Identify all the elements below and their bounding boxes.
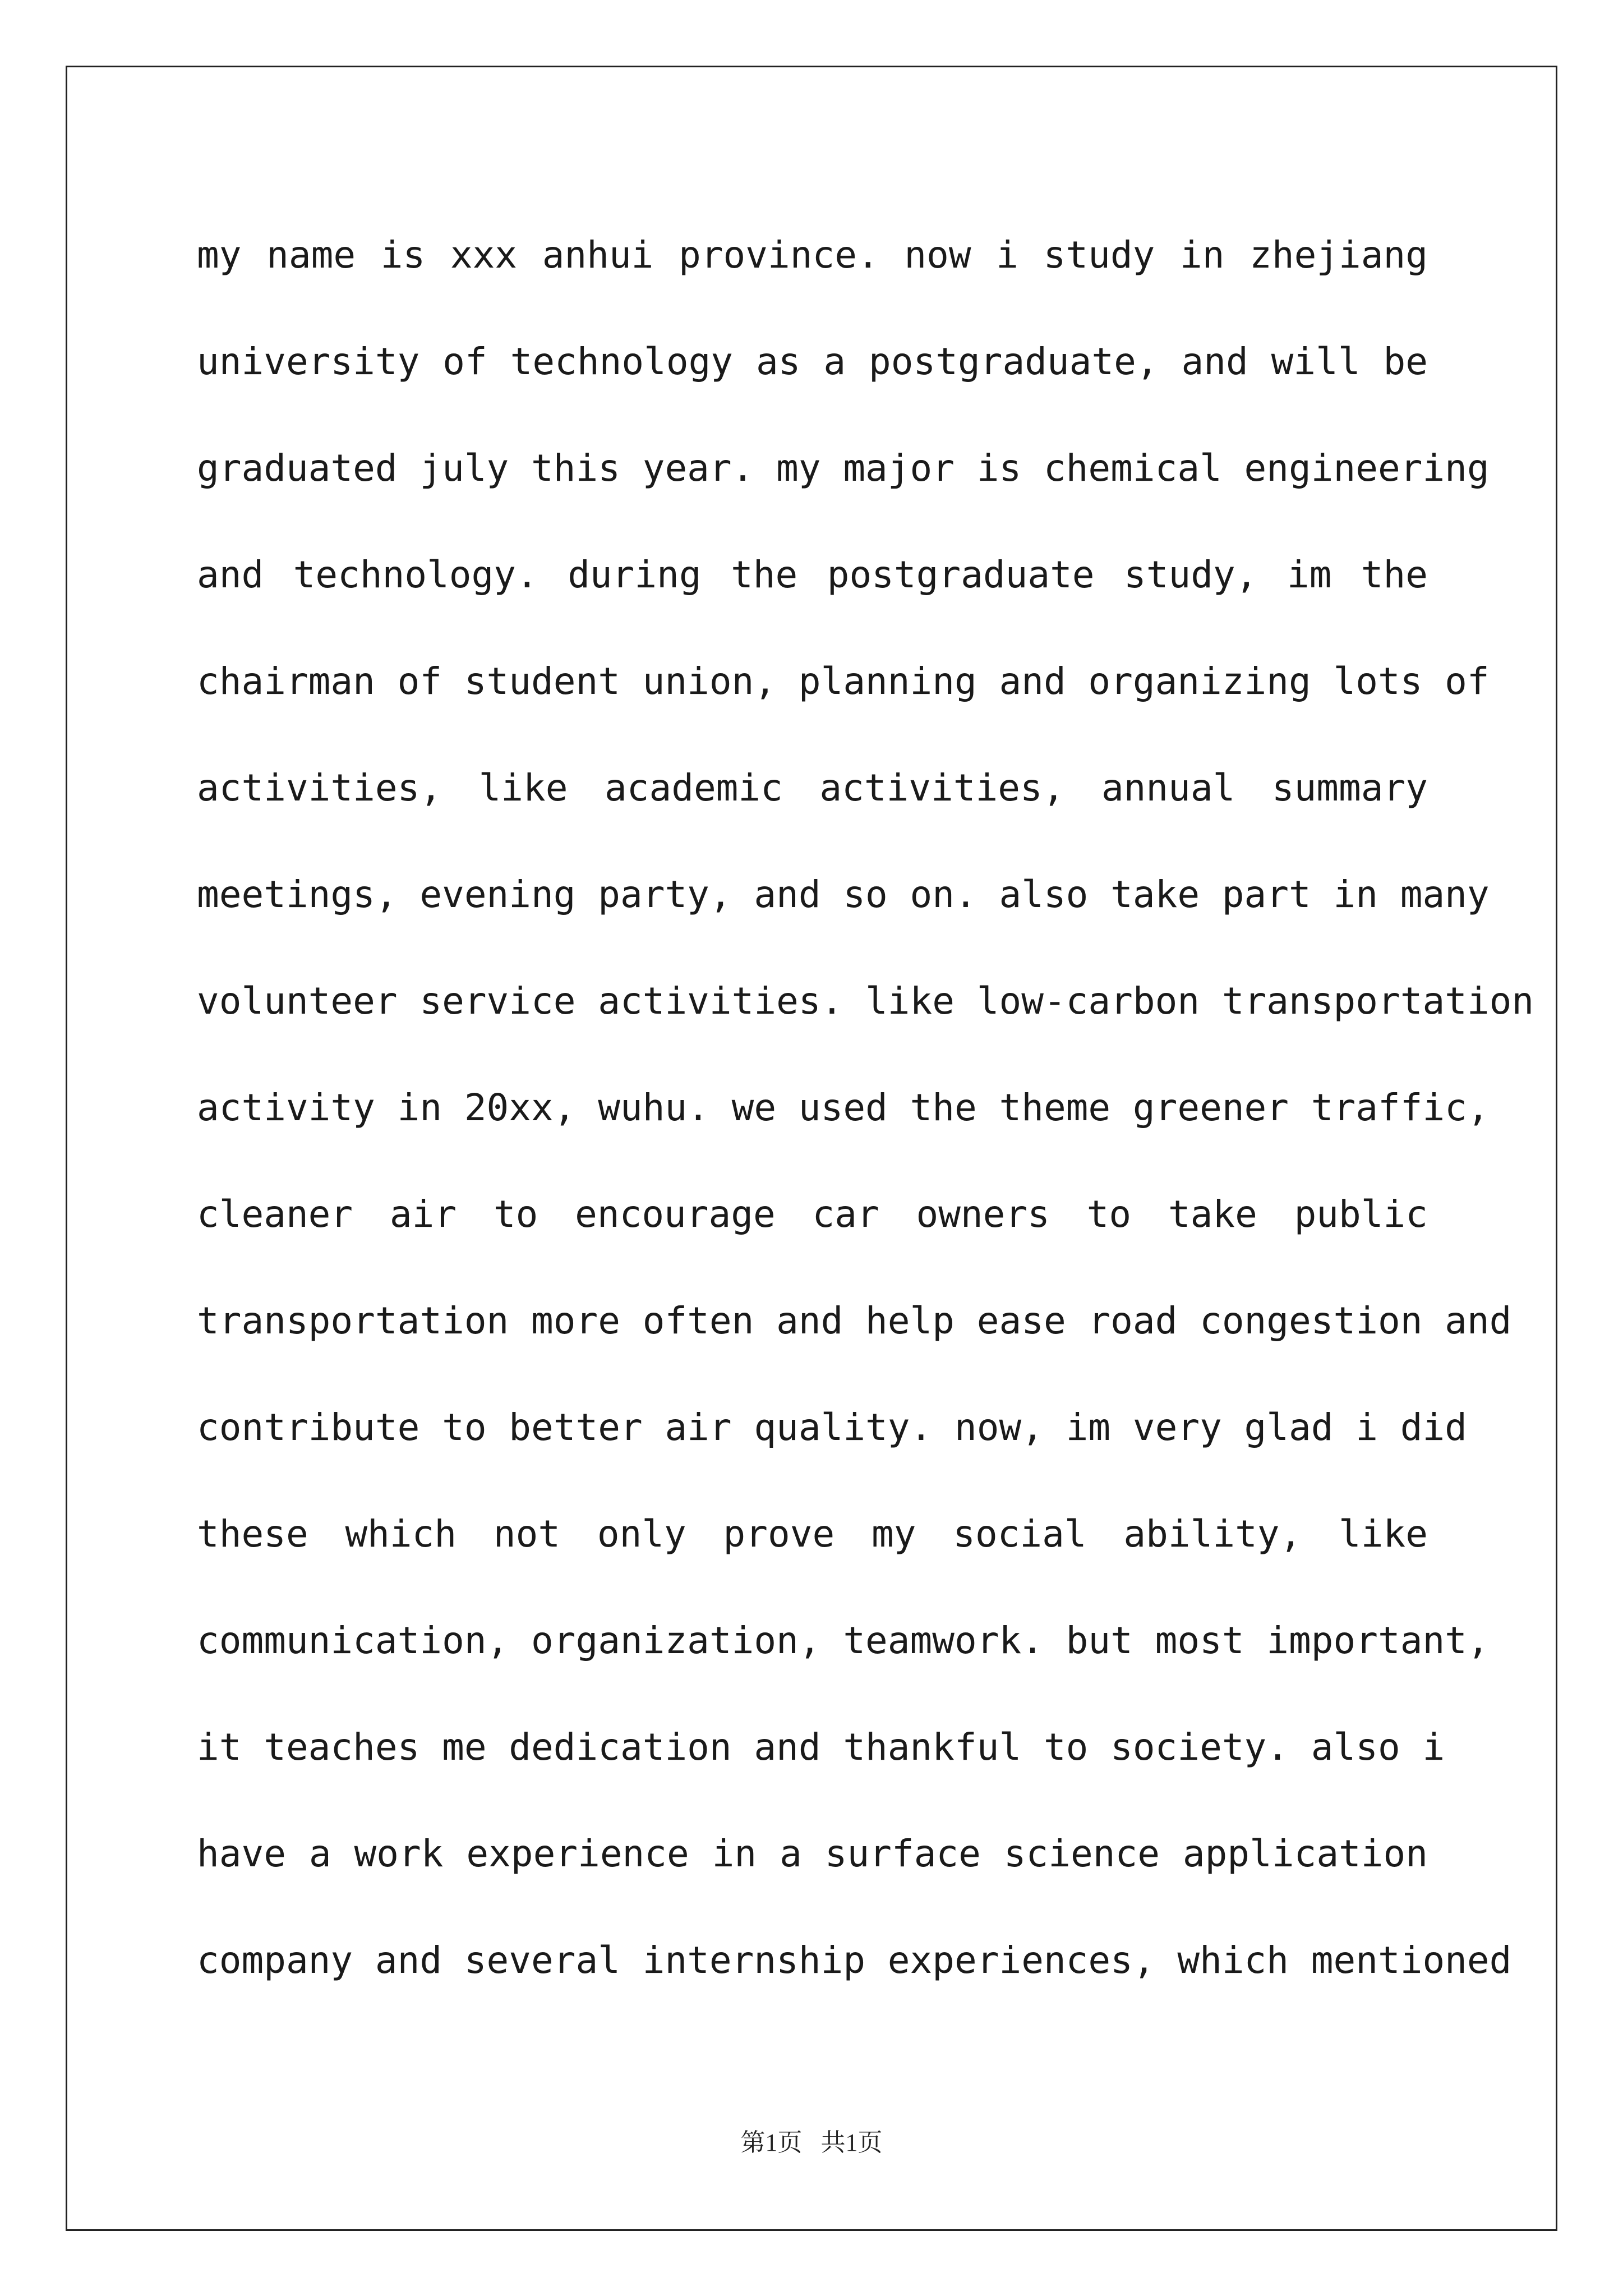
- text-line: activities, like academic activities, annual summary: [197, 766, 1428, 809]
- document-body: [197, 202, 1534, 2014]
- text-line: it teaches me dedication and thankful to society. also i: [197, 1726, 1445, 1769]
- text-line: cleaner air to encourage car owners to take public: [197, 1193, 1428, 1236]
- page-number-current: 第1页: [740, 2129, 803, 2156]
- text-line: and technology. during the postgraduate study, im the: [197, 553, 1428, 596]
- text-line: meetings, evening party, and so on. also take part in many: [197, 873, 1490, 916]
- page-footer: [0, 2126, 1623, 2160]
- text-line: university of technology as a postgraduate, and will be: [197, 340, 1428, 383]
- text-line: volunteer service activities. like low-carbon transportation: [197, 979, 1534, 1023]
- text-line: transportation more often and help ease road congestion and: [197, 1299, 1512, 1342]
- text-line: contribute to better air quality. now, im very glad i did: [197, 1406, 1467, 1449]
- text-line: chairman of student union, planning and organizing lots of: [197, 660, 1490, 703]
- page-number-total: 共1页: [820, 2129, 883, 2156]
- text-line: have a work experience in a surface science application: [197, 1832, 1428, 1875]
- text-line: company and several internship experiences, which mentioned: [197, 1939, 1512, 1982]
- text-line: my name is xxx anhui province. now i study in zhejiang: [197, 233, 1428, 277]
- text-line: communication, organization, teamwork. but most important,: [197, 1619, 1490, 1662]
- text-line: graduated july this year. my major is chemical engineering: [197, 447, 1490, 490]
- footer-spacer: [803, 2129, 821, 2156]
- text-line: activity in 20xx, wuhu. we used the theme greener traffic,: [197, 1086, 1490, 1129]
- text-line: these which not only prove my social ability, like: [197, 1512, 1428, 1556]
